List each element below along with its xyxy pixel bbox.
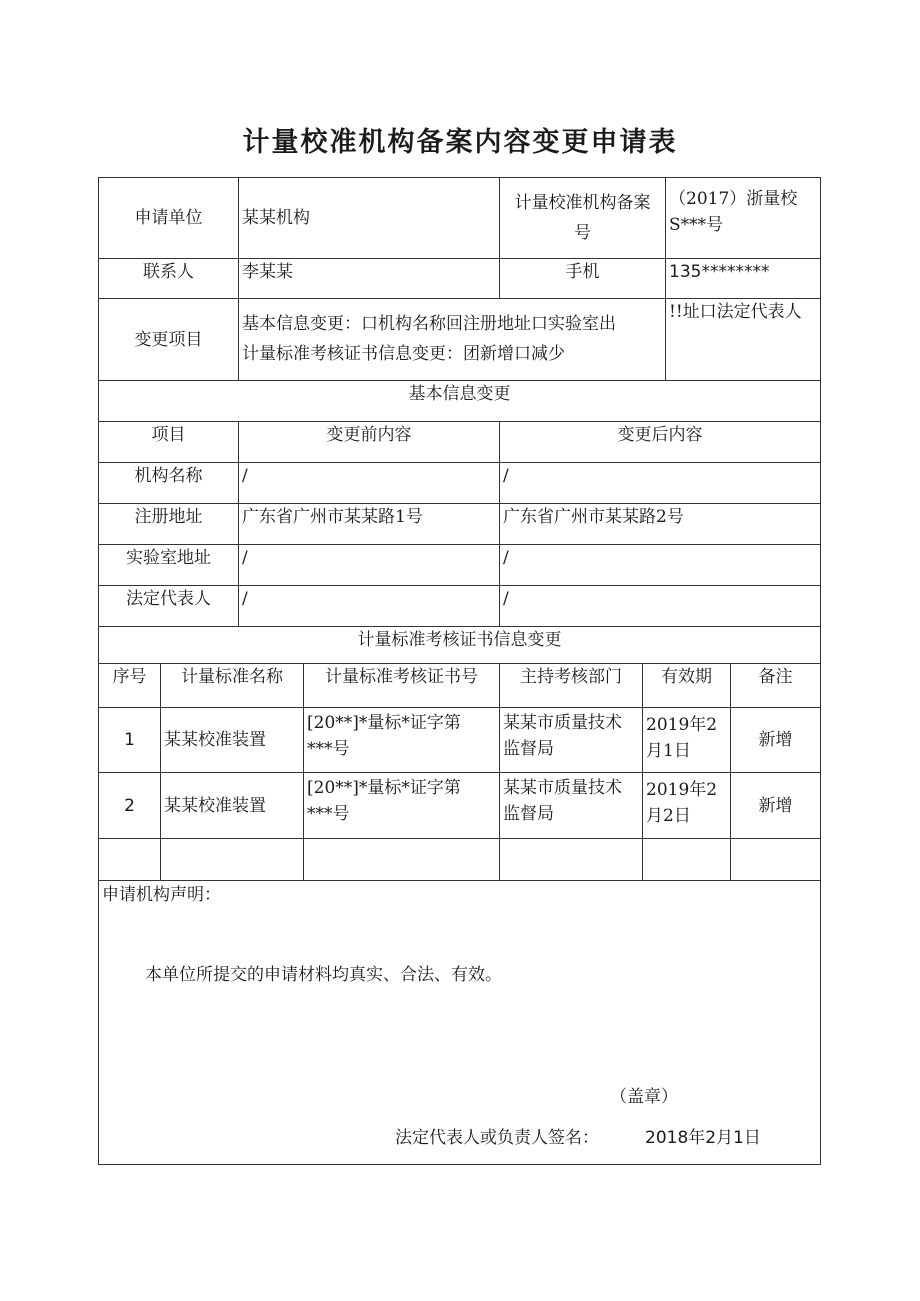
change-items-label: 变更项目: [98, 298, 239, 381]
basic-row-after: /: [499, 462, 821, 504]
basic-row-before: /: [238, 544, 500, 586]
applicant-value: 某某机构: [238, 177, 500, 259]
cert-row-no: 2: [98, 772, 161, 839]
cert-row-valid-line2: 月1日: [646, 741, 691, 761]
basic-row-item: 实验室地址: [98, 544, 239, 586]
contact-value: 李某某: [238, 258, 500, 299]
cert-row-dept: [499, 707, 643, 773]
seal-label: （盖章）: [610, 1087, 678, 1107]
cert-row-valid: [642, 772, 731, 839]
basic-col-before: 变更前内容: [238, 421, 500, 463]
cert-row-valid: [642, 707, 731, 773]
applicant-label: 申请单位: [98, 177, 239, 259]
cert-col-dept: 主持考核部门: [499, 663, 643, 708]
cert-section-title: 计量标准考核证书信息变更: [98, 626, 821, 664]
basic-info-section-title: 基本信息变更: [98, 380, 821, 422]
cert-row-valid-line1: 2019年2: [646, 780, 718, 800]
record-no-label: [499, 177, 666, 259]
cert-row-cert-no: [303, 772, 500, 839]
cert-row-cert-no-line1: [20**]*量标*证字第: [307, 713, 461, 733]
contact-label: 联系人: [98, 258, 239, 299]
basic-row-before: 广东省广州市某某路1号: [238, 503, 500, 545]
cert-empty-cell: [160, 838, 304, 881]
cert-row-cert-no-line2: ***号: [307, 739, 350, 759]
cert-col-no: 序号: [98, 663, 161, 708]
signature-date: 2018年2月1日: [645, 1128, 761, 1148]
cert-col-name: 计量标准名称: [160, 663, 304, 708]
cert-row-no: 1: [98, 707, 161, 773]
record-no-value-line2: S***号: [669, 215, 724, 235]
change-items-cert: 计量标准考核证书信息变更：团新增口减少: [242, 344, 565, 364]
basic-row-item: 机构名称: [98, 462, 239, 504]
basic-row-before: /: [238, 462, 500, 504]
cert-row-name: 某某校准装置: [160, 707, 304, 773]
cert-row-dept: [499, 772, 643, 839]
cert-row-dept-line2: 监督局: [503, 739, 554, 759]
record-no-value-line1: （2017）浙量校: [669, 189, 798, 209]
record-no-label-line1: 计量校准机构备案: [514, 193, 651, 213]
phone-value: 135********: [665, 258, 821, 299]
cert-row-dept-line2: 监督局: [503, 804, 554, 824]
cert-row-dept-line1: 某某市质量技术: [503, 778, 622, 798]
declaration-statement: 本单位所提交的申请材料均真实、合法、有效。: [145, 965, 502, 985]
cert-row-cert-no-line1: [20**]*量标*证字第: [307, 778, 461, 798]
basic-row-item: 注册地址: [98, 503, 239, 545]
cert-row-note: 新增: [730, 772, 821, 839]
change-items-basic: 基本信息变更：口机构名称回注册地址口实验室出: [242, 314, 616, 334]
basic-col-item: 项目: [98, 421, 239, 463]
basic-row-item: 法定代表人: [98, 585, 239, 627]
basic-row-after: /: [499, 544, 821, 586]
page-title: 计量校准机构备案内容变更申请表: [242, 127, 678, 158]
cert-row-name: 某某校准装置: [160, 772, 304, 839]
basic-row-after: 广东省广州市某某路2号: [499, 503, 821, 545]
declaration-label: 申请机构声明：: [102, 885, 221, 905]
cert-empty-cell: [642, 838, 731, 881]
cert-row-cert-no: [303, 707, 500, 773]
cert-col-cert-no: 计量标准考核证书号: [303, 663, 500, 708]
signature-label: 法定代表人或负责人签名：: [395, 1128, 599, 1148]
basic-col-after: 变更后内容: [499, 421, 821, 463]
change-items-value: [238, 298, 666, 381]
change-items-extra: !!址口法定代表人: [665, 298, 821, 381]
record-no-label-line2: 号: [574, 223, 591, 243]
cert-row-dept-line1: 某某市质量技术: [503, 713, 622, 733]
cert-row-note: 新增: [730, 707, 821, 773]
cert-empty-cell: [730, 838, 821, 881]
cert-empty-cell: [499, 838, 643, 881]
declaration-box: [98, 880, 821, 1165]
cert-empty-cell: [98, 838, 161, 881]
phone-label: 手机: [499, 258, 666, 299]
basic-row-after: /: [499, 585, 821, 627]
cert-row-valid-line1: 2019年2: [646, 715, 718, 735]
cert-empty-cell: [303, 838, 500, 881]
record-no-value: [665, 177, 821, 259]
cert-row-valid-line2: 月2日: [646, 806, 691, 826]
cert-col-valid: 有效期: [642, 663, 731, 708]
cert-col-note: 备注: [730, 663, 821, 708]
cert-row-cert-no-line2: ***号: [307, 804, 350, 824]
basic-row-before: /: [238, 585, 500, 627]
